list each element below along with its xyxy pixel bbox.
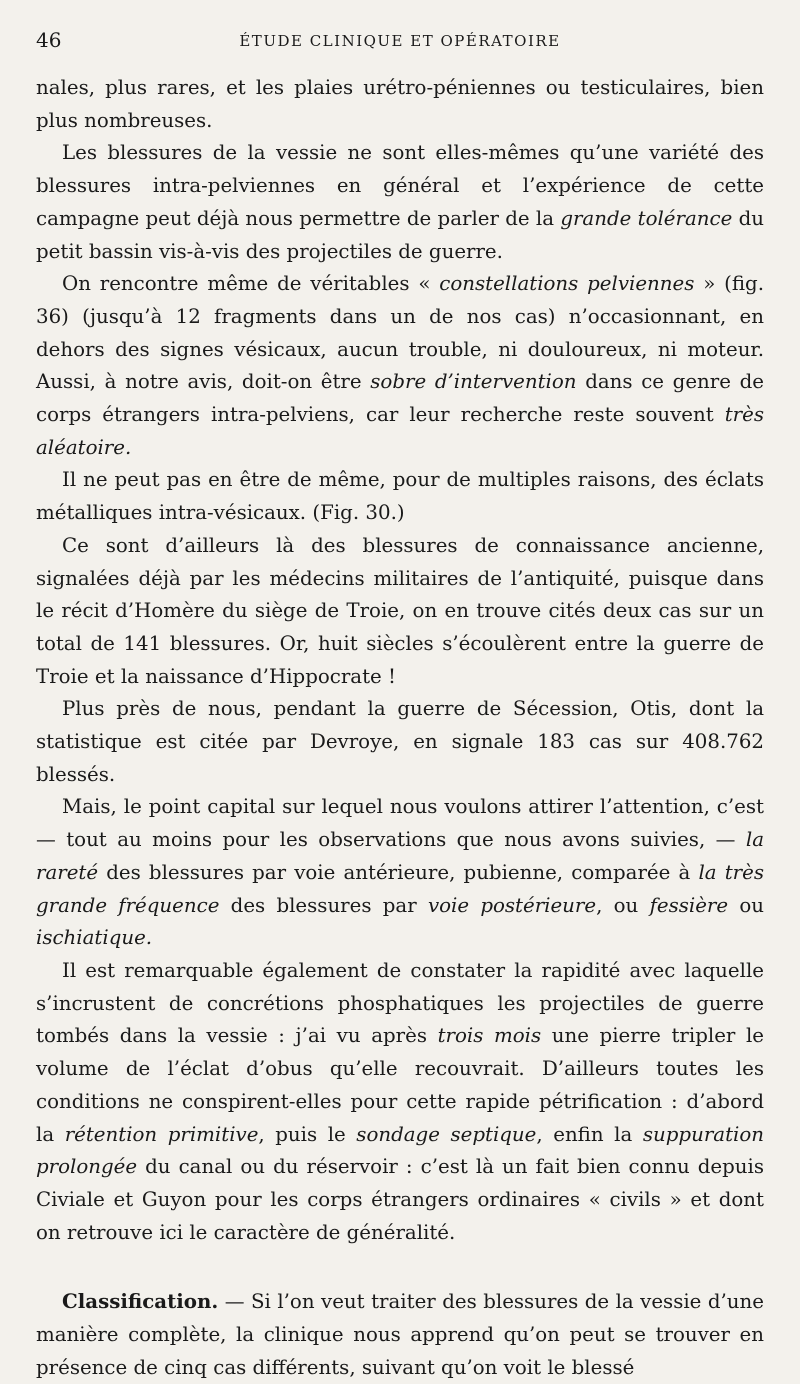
text-run: — Si l’on veut traiter des blessures de la vessie d’une manière complète, la clinique nous apprend qu’on peut se trouver en présence de cinq cas différents, suivant qu’on voit le blessé	[36, 1290, 764, 1379]
text-run: nales, plus rares, et les plaies urétro-péniennes ou testiculaires, bien plus nombreuses.	[36, 76, 764, 132]
paragraph	[36, 1285, 764, 1384]
page-body	[36, 72, 764, 1384]
text-run: , ou	[596, 893, 650, 917]
text-run: Les blessures de la vessie ne sont elles-mêmes qu’une variété des blessures intra-pelviennes en général et l’expérience de cette campagne peut déjà nous permettre de parler de la	[36, 141, 764, 230]
text-run: du petit bassin vis-à-vis des projectiles de guerre.	[36, 206, 764, 263]
italic-emphasis: suppuration prolongée	[36, 1122, 764, 1179]
text-run: » (fig. 36) (jusqu’à 12 fragments dans un de nos cas) n’occasionnant, en dehors des signes vésicaux, aucun trouble, ni douloureux, ni moteur. Aussi, à notre avis, doit-on être	[36, 272, 764, 394]
text-run: Ce sont d’ailleurs là des blessures de connaissance ancienne, signalées déjà par les médecins militaires de l’antiquité, puisque dans le récit d’Homère du siège de Troie, on en trouve cités deux cas sur un total de 141 blessures. Or, huit siècles s’écoulèrent entre la guerre de Troie et la naissance d’Hippocrate !	[36, 533, 764, 688]
text-run: Mais, le point capital sur lequel nous voulons attirer l’attention, c’est — tout au moins pour les observations que nous avons suivies, —	[36, 795, 764, 852]
text-run: une pierre tripler le volume de l’éclat d’obus qu’elle recouvrait. D’ailleurs toutes les conditions ne conspirent-elles pour cette rapide pétrification : d’abord la	[36, 1024, 764, 1146]
text-run: Plus près de nous, pendant la guerre de Sécession, Otis, dont la statistique est citée par Devroye, en signale 183 cas sur 408.762 blessés.	[36, 697, 764, 786]
running-header: ÉTUDE CLINIQUE ET OPÉRATOIRE	[239, 32, 561, 50]
italic-emphasis: constellations pelviennes	[439, 272, 695, 296]
italic-emphasis: grande tolérance	[560, 206, 733, 230]
italic-emphasis: trois mois	[437, 1024, 542, 1048]
italic-emphasis: sobre d’intervention	[370, 370, 577, 394]
section-heading: Classification.	[62, 1289, 219, 1314]
italic-emphasis: la très grande fréquence	[36, 860, 764, 917]
text-run: ou	[728, 893, 765, 917]
italic-emphasis: voie postérieure	[427, 893, 597, 917]
text-run: dans ce genre de corps étrangers intra-pelviens, car leur recherche reste souvent	[36, 370, 764, 427]
italic-emphasis: rétention primitive	[64, 1122, 259, 1146]
text-run: , puis le	[258, 1122, 357, 1146]
italic-emphasis: fessière	[649, 893, 729, 917]
italic-emphasis: la rareté	[36, 828, 764, 884]
text-run: des blessures par	[219, 893, 428, 917]
paragraph	[36, 530, 764, 694]
text-run: Il ne peut pas en être de même, pour de multiples raisons, des éclats métalliques intra-vésicaux. (Fig. 30.)	[36, 468, 764, 525]
paragraph	[36, 137, 764, 268]
section-gap	[36, 1249, 764, 1285]
paragraph	[36, 464, 764, 529]
italic-emphasis: ischiatique.	[36, 926, 153, 950]
paragraph	[36, 693, 764, 791]
text-run: des blessures par voie antérieure, pubienne, comparée à	[98, 860, 699, 884]
text-run: , enfin la	[536, 1122, 643, 1146]
text-run: du canal ou du réservoir : c’est là un fait bien connu depuis Civiale et Guyon pour les corps étrangers ordinaires « civils » et dont on retrouve ici le caractère de généralité.	[36, 1155, 764, 1244]
text-run: Il est remarquable également de constater la rapidité avec laquelle s’incrustent de concrétions phosphatiques les projectiles de guerre tombés dans la vessie : j’ai vu après	[36, 958, 764, 1048]
paragraph	[36, 955, 764, 1249]
italic-emphasis: très aléatoire.	[36, 403, 764, 459]
paragraph	[36, 791, 764, 955]
page-number: 46	[36, 28, 62, 52]
paragraph	[36, 268, 764, 464]
italic-emphasis: sondage septique	[356, 1122, 537, 1146]
paragraph	[36, 72, 764, 137]
text-run: On rencontre même de véritables «	[62, 272, 440, 296]
